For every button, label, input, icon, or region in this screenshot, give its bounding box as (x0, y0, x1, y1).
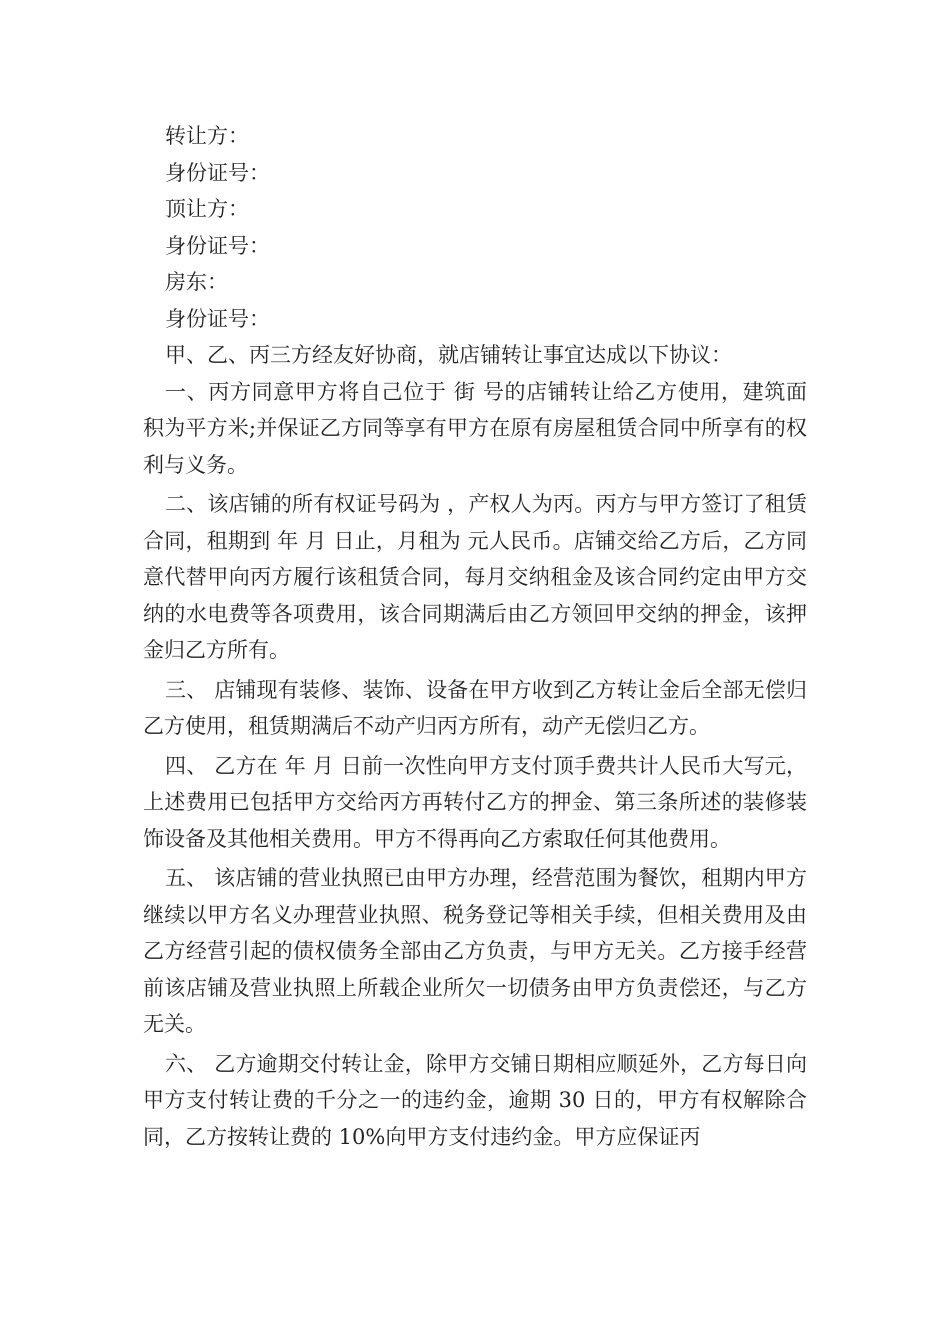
clause-5: 五、 该店铺的营业执照已由甲方办理，经营范围为餐饮，租期内甲方继续以甲方名义办理营业执照、税务登记等相关手续，但相关费用及由乙方经营引起的债权债务全部由乙方负责，与甲方无关。乙方接手经营前该店铺及营业执照上所载企业所欠一切债务由甲方负责偿还，与乙方无关。 (143, 866, 807, 1036)
transferor-field: 转让方： (165, 124, 249, 148)
intro-paragraph: 甲、乙、丙三方经友好协商，就店铺转让事宜达成以下协议： (165, 343, 732, 367)
clause-1: 一、丙方同意甲方将自己位于 街 号的店铺转让给乙方使用，建筑面积为平方米;并保证乙方同等享有甲方在原有房屋租赁合同中所享有的权利与义务。 (143, 379, 807, 477)
clause-6: 六、 乙方逾期交付转让金，除甲方交铺日期相应顺延外，乙方每日向甲方支付转让费的千分之一的违约金，逾期 30 日的，甲方有权解除合同，乙方按转让费的 10%向甲方支付违约金。甲方应保证丙 (143, 1051, 807, 1149)
transferor-id-field: 身份证号： (165, 160, 270, 185)
transferee-field: 顶让方： (165, 197, 249, 221)
transferee-id-field: 身份证号： (165, 233, 270, 258)
contract-body (143, 118, 807, 1158)
clause-2: 二、该店铺的所有权证号码为 ，产权人为丙。丙方与甲方签订了租赁合同，租期到 年 月 日止，月租为 元人民币。店铺交给乙方后，乙方同意代替甲向丙方履行该租赁合同，每月交纳租金及该合同约定由甲方交纳的水电费等各项费用，该合同期满后由乙方领回甲交纳的押金，该押金归乙方所有。 (143, 492, 807, 662)
landlord-field: 房东： (165, 270, 228, 294)
clause-4: 四、 乙方在 年 月 日前一次性向甲方支付顶手费共计人民币大写元，上述费用已包括甲方交给丙方再转付乙方的押金、第三条所述的装修装饰设备及其他相关费用。甲方不得再向乙方索取任何其他费用。 (143, 753, 807, 851)
landlord-id-field: 身份证号： (165, 306, 270, 331)
clause-3: 三、 店铺现有装修、装饰、设备在甲方收到乙方转让金后全部无偿归乙方使用，租赁期满后不动产归丙方所有，动产无偿归乙方。 (143, 677, 807, 738)
